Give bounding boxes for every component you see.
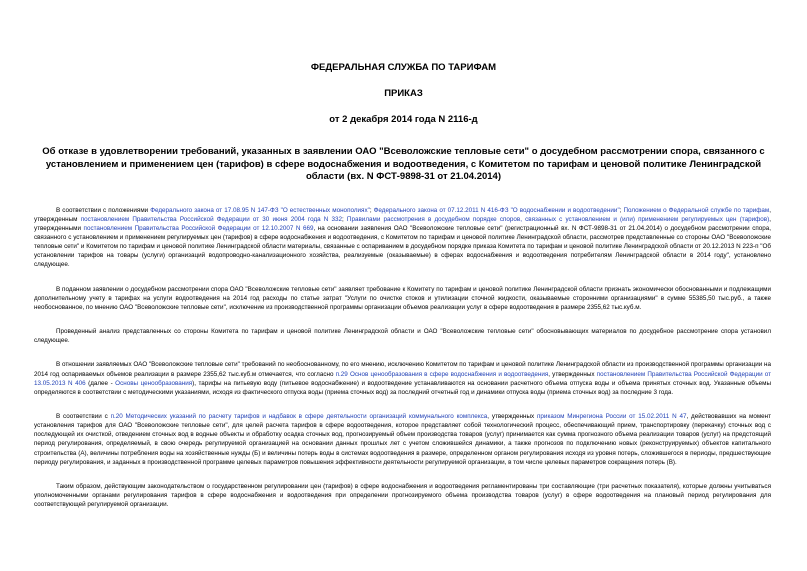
paragraph-1 — [34, 206, 773, 270]
decree-link-406[interactable]: постановлением Правительства Российской Федерации от 13.05.2013 N 406 — [34, 370, 772, 387]
agency-name: ФЕДЕРАЛЬНАЯ СЛУЖБА ПО ТАРИФАМ — [310, 62, 497, 73]
paragraph-5 — [34, 412, 773, 467]
text-segment: В отношении заявляемых ОАО "Всеволожские тепловые сети" требований по необоснованному, по его мнению, исключению Комитетом по тарифам и ценовой политике Ленинградской области из производственной программы организации на 2014 год оспариваемых объемов реализации в размере 2355,62 тыс.куб.м отмечается, что согласно — [34, 361, 771, 378]
text-segment: (далее - — [85, 379, 116, 387]
order-link-47[interactable]: приказом Минрегиона России от 15.02.2011 N 47 — [537, 413, 687, 420]
paragraph-6: Таким образом, действующим законодательством о государственном регулировании цен (тарифов) в сфере водоснабжения и водоотведения регламентированы три составляющие (три расчетных показателя), которые должны учитываться уполномоченными органами регулирования тарифов в сфере водоснабжения и водоотведения при определении прогнозируемого объема производства товаров (услуг) в сфере водоотведения на плановый период регулирования для соответствующей регулируемой организации. — [34, 482, 771, 509]
text-segment: , утвержденными — [34, 215, 771, 232]
regulation-link-fst[interactable]: Положением о Федеральной службе по тарифам — [623, 206, 770, 214]
paragraph-4 — [34, 360, 773, 397]
pricing-basics-link-p29[interactable]: п.29 Основ ценообразования в сфере водоснабжения и водоотведения — [335, 370, 549, 378]
text-segment: , утвержденных — [487, 413, 538, 420]
document-title: Об отказе в удовлетворении требований, указанных в заявлении ОАО "Всеволожские тепловые сети" о досудебном рассмотрении спора, связанного с установлением и применением цен (тарифов) в сфере водоснабжения и водоотведения, с Комитетом по тарифам и ценовой политике Ленинградской области (вх. N ФСТ-9898-31 от 21.04.2014) — [42, 146, 765, 182]
text-segment: В соответствии с — [56, 413, 111, 420]
document-date-number: от 2 декабря 2014 года N 2116-д — [329, 114, 478, 125]
decree-link-669[interactable]: постановлением Правительства Российской Федерации от 12.10.2007 N 669 — [83, 224, 314, 232]
rules-link-disputes[interactable]: Правилами рассмотрения в досудебном порядке споров, связанных с установлением и (или) применением регулируемых цен (тарифов) — [346, 215, 770, 223]
text-segment: , на основании заявления ОАО "Всеволожские тепловые сети" (регистрационный вх. N ФСТ-9898-31 от 21.04.2014) о досудебном рассмотрении спора, связанного с установлением и применением регулируемых цен (тарифов) в сфере водоснабжения и водоотведения, с Комитетом по тарифам и ценовой политике Ленинградской области, рассмотрев представленные со стороны ОАО "Всеволожские тепловые сети" и Комитетом по тарифам и ценовой политике Ленинградской области материалы, связанные с оспариванием в досудебном порядке приказа Комитета по тарифам и ценовой политике Ленинградской области от 20.12.2013 N 223-п "Об установлении тарифов на товары (услуги) организаций водопроводно-канализационного хозяйства, реализуемые (оказываемые) в сферах водоснабжения и водоотведения потребителям Ленинградской области в 2014 году", установлено следующее. — [34, 224, 772, 269]
pricing-basics-link[interactable]: Основы ценообразования — [115, 379, 193, 387]
text-segment: , утвержденных — [548, 370, 597, 378]
text-segment: В соответствии с положениями — [56, 206, 151, 214]
text-segment: ; — [342, 215, 347, 223]
law-link-416-fz[interactable]: Федерального закона от 07.12.2011 N 416-ФЗ "О водоснабжении и водоотведении" — [373, 206, 620, 214]
text-segment: ), тарифы на питьевую воду (питьевое водоснабжение) и водоотведение устанавливаются на основании расчетного объема отпуска воды и объема принятых сточных вод. Указанные объемы определяются в соответствии с методическими указаниями, исходя из фактического отпуска воды (приема сточных вод) за последний отчетный год и динамики отпуска воды (приема сточных вод) за последние 3 года. — [34, 379, 771, 396]
decree-link-332[interactable]: постановлением Правительства Российской Федерации от 30 июня 2004 года N 332 — [80, 215, 342, 223]
guidelines-link-p20[interactable]: п.20 Методических указаний по расчету тарифов и надбавок в сфере деятельности организаций коммунального комплекса — [110, 413, 488, 420]
text-segment: ; — [619, 206, 624, 214]
law-link-147-fz[interactable]: Федерального закона от 17.08.95 N 147-ФЗ "О естественных монополиях" — [150, 206, 370, 214]
paragraph-3: Проведенный анализ представленных со стороны Комитета по тарифам и ценовой политике Ленинградской области и ОАО "Всеволожские тепловые сети" обосновывающих материалов по досудебное рассмотрение спора установил следующее. — [34, 328, 771, 345]
text-segment: , утвержденным — [34, 206, 771, 223]
paragraph-2: В поданном заявлении о досудебном рассмотрении спора ОАО "Всеволожские тепловые сети" заявляет требование к Комитету по тарифам и ценовой политике Ленинградской области признать экономически обоснованными и подлежащими дополнительному учету в тарифах на услуги водоотведения на 2014 год расходы по статье затрат "Услуги по очистке стоков и утилизации сточной жидкости, оказываемые сторонними организациями" в сумме 55385,50 тыс.руб., а также необоснованное, по мнению ОАО "Всеволожские тепловые сети", исключение из производственной программы организации объемов реализации услуг в сфере водоотведения в размере 2355,62 тыс.куб.м. — [34, 285, 771, 311]
text-segment: , действовавших на момент установления тарифов для ОАО "Всеволожские тепловые сети", для целей расчета тарифов в сфере водоотведения, которое представляет собой технологический процесс, обеспечивающий прием, транспортировку (перекачку) сточных вод с последующей их очисткой, отведением сточных вод в водные объекты и обработку осадка сточных вод, прогнозируемый объем производства товаров (услуг) принимается как сумма прогнозного объема реализации товаров (услуг) на предстоящий период регулирования, определяемый, в свою очередь регулируемой организацией на основании данных прошлых лет с учетом сложившейся динамики, а также прогнозов по подключению новых (реконструируемых) объектов капитального строительства (A), величины потребления воды на хозяйственные нужды (Б) и величины потерь воды в системах водоотведения в размере, определенном органом регулирования исходя из уровня потерь, сложившегося в периоды, предшествующие периоду регулирования, и заданных в производственной программе целевых параметров повышения эффективности деятельности регулируемой организации, в том числе целевых параметров сокращения потерь (B). — [34, 413, 772, 466]
text-segment: ; — [369, 206, 374, 214]
document-type: ПРИКАЗ — [384, 88, 423, 99]
